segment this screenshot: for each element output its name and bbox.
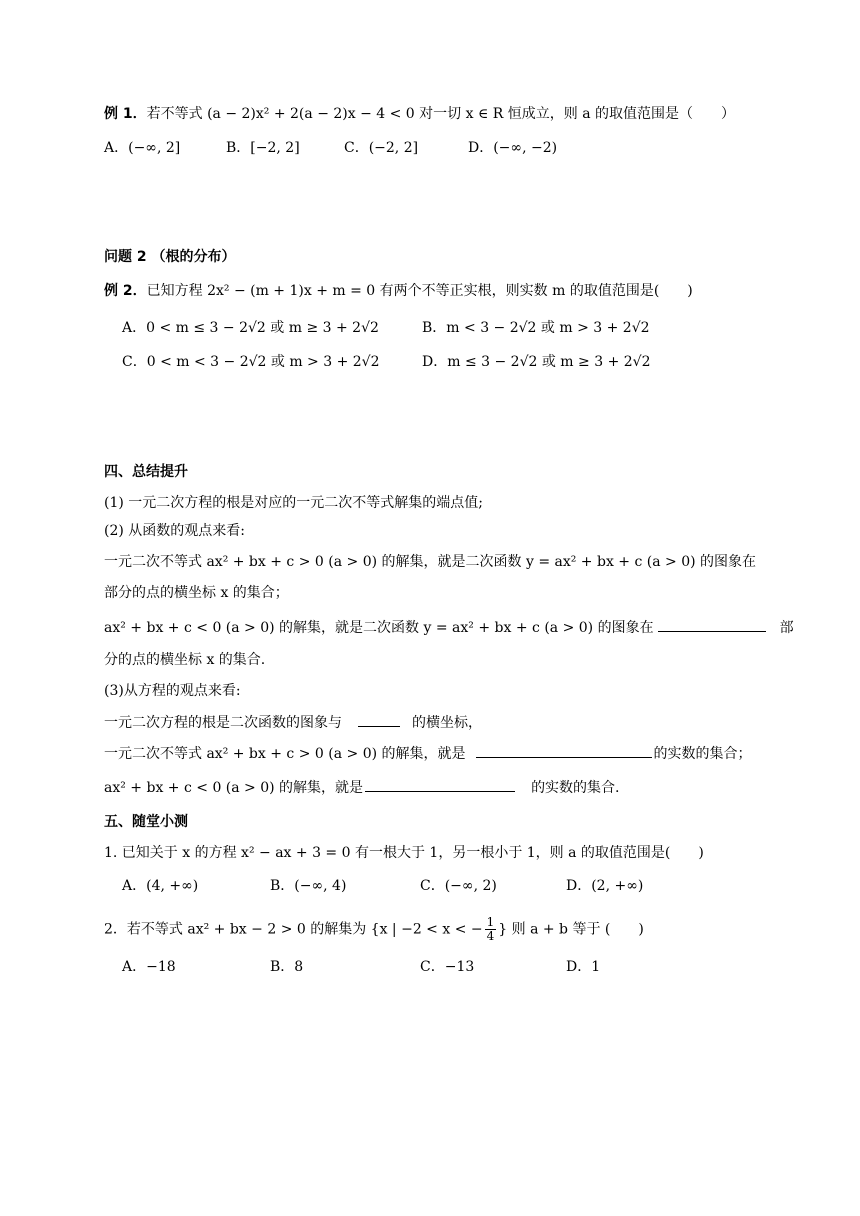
quiz-q2-question-start: 2．若不等式 ax² + bx − 2 > 0 的解集为 {x | −2 < x < − (104, 921, 483, 938)
example1-label: 例 1． (104, 106, 147, 122)
quiz-q1-option-a: A．(4, +∞) (122, 878, 199, 894)
example1-option-a: A．(−∞, 2] (104, 140, 181, 156)
example1-option-b: B．[−2, 2] (226, 140, 300, 156)
quiz-q1-option-d: D．(2, +∞) (566, 878, 644, 894)
summary-line5 (104, 617, 794, 638)
summary-line9 (104, 743, 752, 764)
summary-line8 (104, 712, 482, 733)
summary-line8-tail: 的横坐标， (412, 715, 482, 731)
summary-line5-tail: 部 (779, 620, 794, 636)
example2-option-d: D．m ≤ 3 − 2√2 或 m ≥ 3 + 2√2 (422, 354, 651, 370)
quiz-q2-question-end: } 则 a + b 等于 ( ) (498, 921, 644, 938)
summary-line5-text: ax² + bx + c < 0 (a > 0) 的解集，就是二次函数 y = ax² + bx + c (a > 0) 的图象在 (104, 620, 654, 636)
summary-line8-text: 一元二次方程的根是二次函数的图象与 (104, 715, 342, 731)
quiz-q2-fraction (485, 916, 497, 943)
summary-line3: 一元二次不等式 ax² + bx + c > 0 (a > 0) 的解集，就是二次函数 y = ax² + bx + c (a > 0) 的图象在 (104, 554, 757, 570)
quiz-q2-option-b: B．8 (270, 959, 304, 975)
summary-line9-tail: 的实数的集合； (653, 746, 752, 762)
summary-blank-4 (365, 777, 515, 792)
summary-blank-2 (358, 712, 400, 727)
summary-blank-3 (476, 743, 652, 758)
summary-line10-tail: 的实数的集合. (531, 780, 620, 796)
summary-line6: 分的点的横坐标 x 的集合. (104, 652, 266, 668)
quiz-q2-option-c: C．−13 (420, 959, 475, 975)
example1-option-c: C．(−2, 2] (344, 140, 419, 156)
example1-option-d: D．(−∞, −2) (468, 140, 558, 156)
quiz-q2-fraction-numerator: 1 (486, 915, 495, 929)
summary-line9-text: 一元二次不等式 ax² + bx + c > 0 (a > 0) 的解集，就是 (104, 746, 466, 762)
problem2-heading: 问题 2 （根的分布） (104, 249, 236, 265)
summary-blank-1 (658, 617, 766, 632)
example2-option-b: B．m < 3 − 2√2 或 m > 3 + 2√2 (422, 320, 650, 336)
quiz-q2-option-a: A．−18 (122, 959, 176, 975)
example1-question: 若不等式 (a − 2)x² + 2(a − 2)x − 4 < 0 对一切 x ∈ R 恒成立，则 a 的取值范围是（ ） (146, 106, 736, 122)
quiz-q2-option-d: D．1 (566, 959, 601, 975)
quiz-heading: 五、随堂小测 (104, 814, 188, 830)
summary-line10-text: ax² + bx + c < 0 (a > 0) 的解集，就是 (104, 780, 364, 796)
summary-line1: (1) 一元二次方程的根是对应的一元二次不等式解集的端点值; (104, 495, 483, 511)
example2-option-a: A．0 < m ≤ 3 − 2√2 或 m ≥ 3 + 2√2 (122, 320, 379, 336)
summary-heading: 四、总结提升 (104, 464, 188, 480)
example1-question-line (104, 104, 735, 124)
summary-line7: (3)从方程的观点来看: (104, 683, 241, 699)
example2-option-c: C．0 < m < 3 − 2√2 或 m > 3 + 2√2 (122, 354, 380, 370)
quiz-q2-question (104, 916, 644, 943)
example2-question-line (104, 281, 693, 301)
summary-line2: (2) 从函数的观点来看: (104, 523, 245, 539)
summary-line4: 部分的点的横坐标 x 的集合； (104, 585, 289, 601)
example2-label: 例 2． (104, 283, 147, 299)
quiz-q1-question: 1. 已知关于 x 的方程 x² − ax + 3 = 0 有一根大于 1，另一根小于 1，则 a 的取值范围是( ) (104, 845, 704, 861)
example2-question: 已知方程 2x² − (m + 1)x + m = 0 有两个不等正实根，则实数 m 的取值范围是( ) (146, 283, 693, 299)
quiz-q1-option-b: B．(−∞, 4) (270, 878, 347, 894)
quiz-q2-fraction-denominator: 4 (486, 929, 495, 943)
quiz-q1-option-c: C．(−∞, 2) (420, 878, 497, 894)
summary-line10 (104, 777, 620, 798)
